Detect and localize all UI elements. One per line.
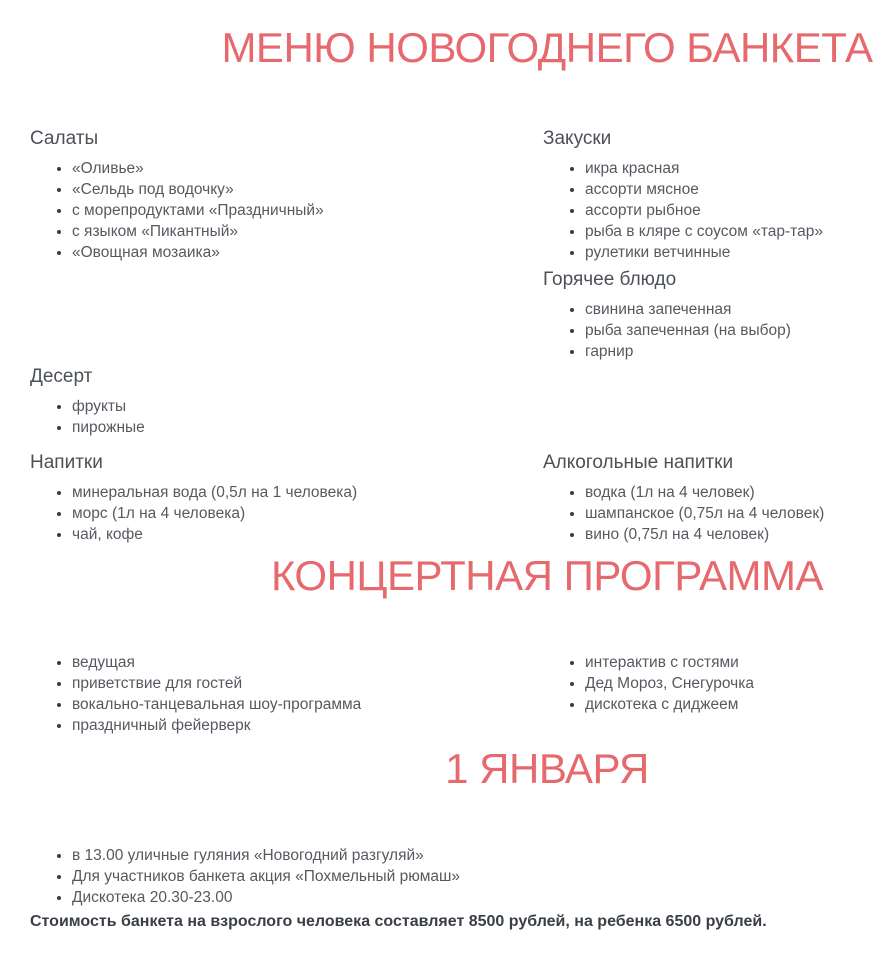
list-item: • шампанское (0,75л на 4 человек) <box>585 503 824 524</box>
list-item: • морс (1л на 4 человека) <box>72 503 357 524</box>
list-item: • рыба в кляре с соусом «тар-тар» <box>585 221 823 242</box>
list-item: • «Оливье» <box>72 158 324 179</box>
drinks-list <box>30 482 357 545</box>
list-item: • Для участников банкета акция «Похмельный рюмаш» <box>72 866 460 887</box>
section-drinks <box>30 451 357 545</box>
section-heading-alcohol-drinks: Алкогольные напитки <box>543 452 734 473</box>
appetizers-list <box>543 158 823 263</box>
concert-right-list <box>543 652 754 715</box>
list-item: • «Овощная мозаика» <box>72 242 324 263</box>
january-first-list <box>30 845 460 908</box>
section-heading-salads: Салаты <box>30 128 99 149</box>
section-appetizers <box>543 127 823 263</box>
price-note: Стоимость банкета на взрослого человека составляет 8500 рублей, на ребенка 6500 рублей. <box>30 913 767 930</box>
list-item: • ассорти рыбное <box>585 200 823 221</box>
section-heading-dessert: Десерт <box>30 366 93 387</box>
list-item: • ассорти мясное <box>585 179 823 200</box>
section-heading-hot-dish: Горячее блюдо <box>543 269 677 290</box>
section-hot-dish <box>543 268 791 362</box>
list-item: • интерактив с гостями <box>585 652 754 673</box>
hot-dish-list <box>543 299 791 362</box>
list-item: • чай, кофе <box>72 524 357 545</box>
list-item: • Дискотека 20.30-23.00 <box>72 887 460 908</box>
salads-list <box>30 158 324 263</box>
list-item: • пирожные <box>72 417 145 438</box>
section-heading-drinks: Напитки <box>30 452 103 473</box>
list-item: • в 13.00 уличные гуляния «Новогодний разгуляй» <box>72 845 460 866</box>
list-item: • икра красная <box>585 158 823 179</box>
concert-left-list <box>30 652 361 736</box>
alcohol-drinks-list <box>543 482 824 545</box>
list-item: • приветствие для гостей <box>72 673 361 694</box>
january-first-program <box>30 845 460 908</box>
list-item: • дискотека с диджеем <box>585 694 754 715</box>
dessert-list <box>30 396 145 438</box>
list-item: • рулетики ветчинные <box>585 242 823 263</box>
list-item: • «Сельдь под водочку» <box>72 179 324 200</box>
concert-program-title: КОНЦЕРТНАЯ ПРОГРАММА <box>270 552 824 599</box>
section-salads <box>30 127 324 263</box>
list-item: • праздничный фейерверк <box>72 715 361 736</box>
concert-program-right-column <box>543 652 754 715</box>
list-item: • фрукты <box>72 396 145 417</box>
list-item: • ведущая <box>72 652 361 673</box>
section-heading-appetizers: Закуски <box>543 128 612 149</box>
list-item: • гарнир <box>585 341 791 362</box>
list-item: • вокально-танцевальная шоу-программа <box>72 694 361 715</box>
concert-program-left-column <box>30 652 361 736</box>
section-alcohol-drinks <box>543 451 824 545</box>
january-first-title: 1 ЯНВАРЯ <box>445 745 649 792</box>
list-item: • вино (0,75л на 4 человек) <box>585 524 824 545</box>
list-item: • с языком «Пикантный» <box>72 221 324 242</box>
list-item: • с морепродуктами «Праздничный» <box>72 200 324 221</box>
section-dessert <box>30 365 145 438</box>
list-item: • водка (1л на 4 человек) <box>585 482 824 503</box>
list-item: • минеральная вода (0,5л на 1 человека) <box>72 482 357 503</box>
list-item: • рыба запеченная (на выбор) <box>585 320 791 341</box>
list-item: • Дед Мороз, Снегурочка <box>585 673 754 694</box>
banquet-menu-title: МЕНЮ НОВОГОДНЕГО БАНКЕТА <box>221 24 873 71</box>
list-item: • свинина запеченная <box>585 299 791 320</box>
